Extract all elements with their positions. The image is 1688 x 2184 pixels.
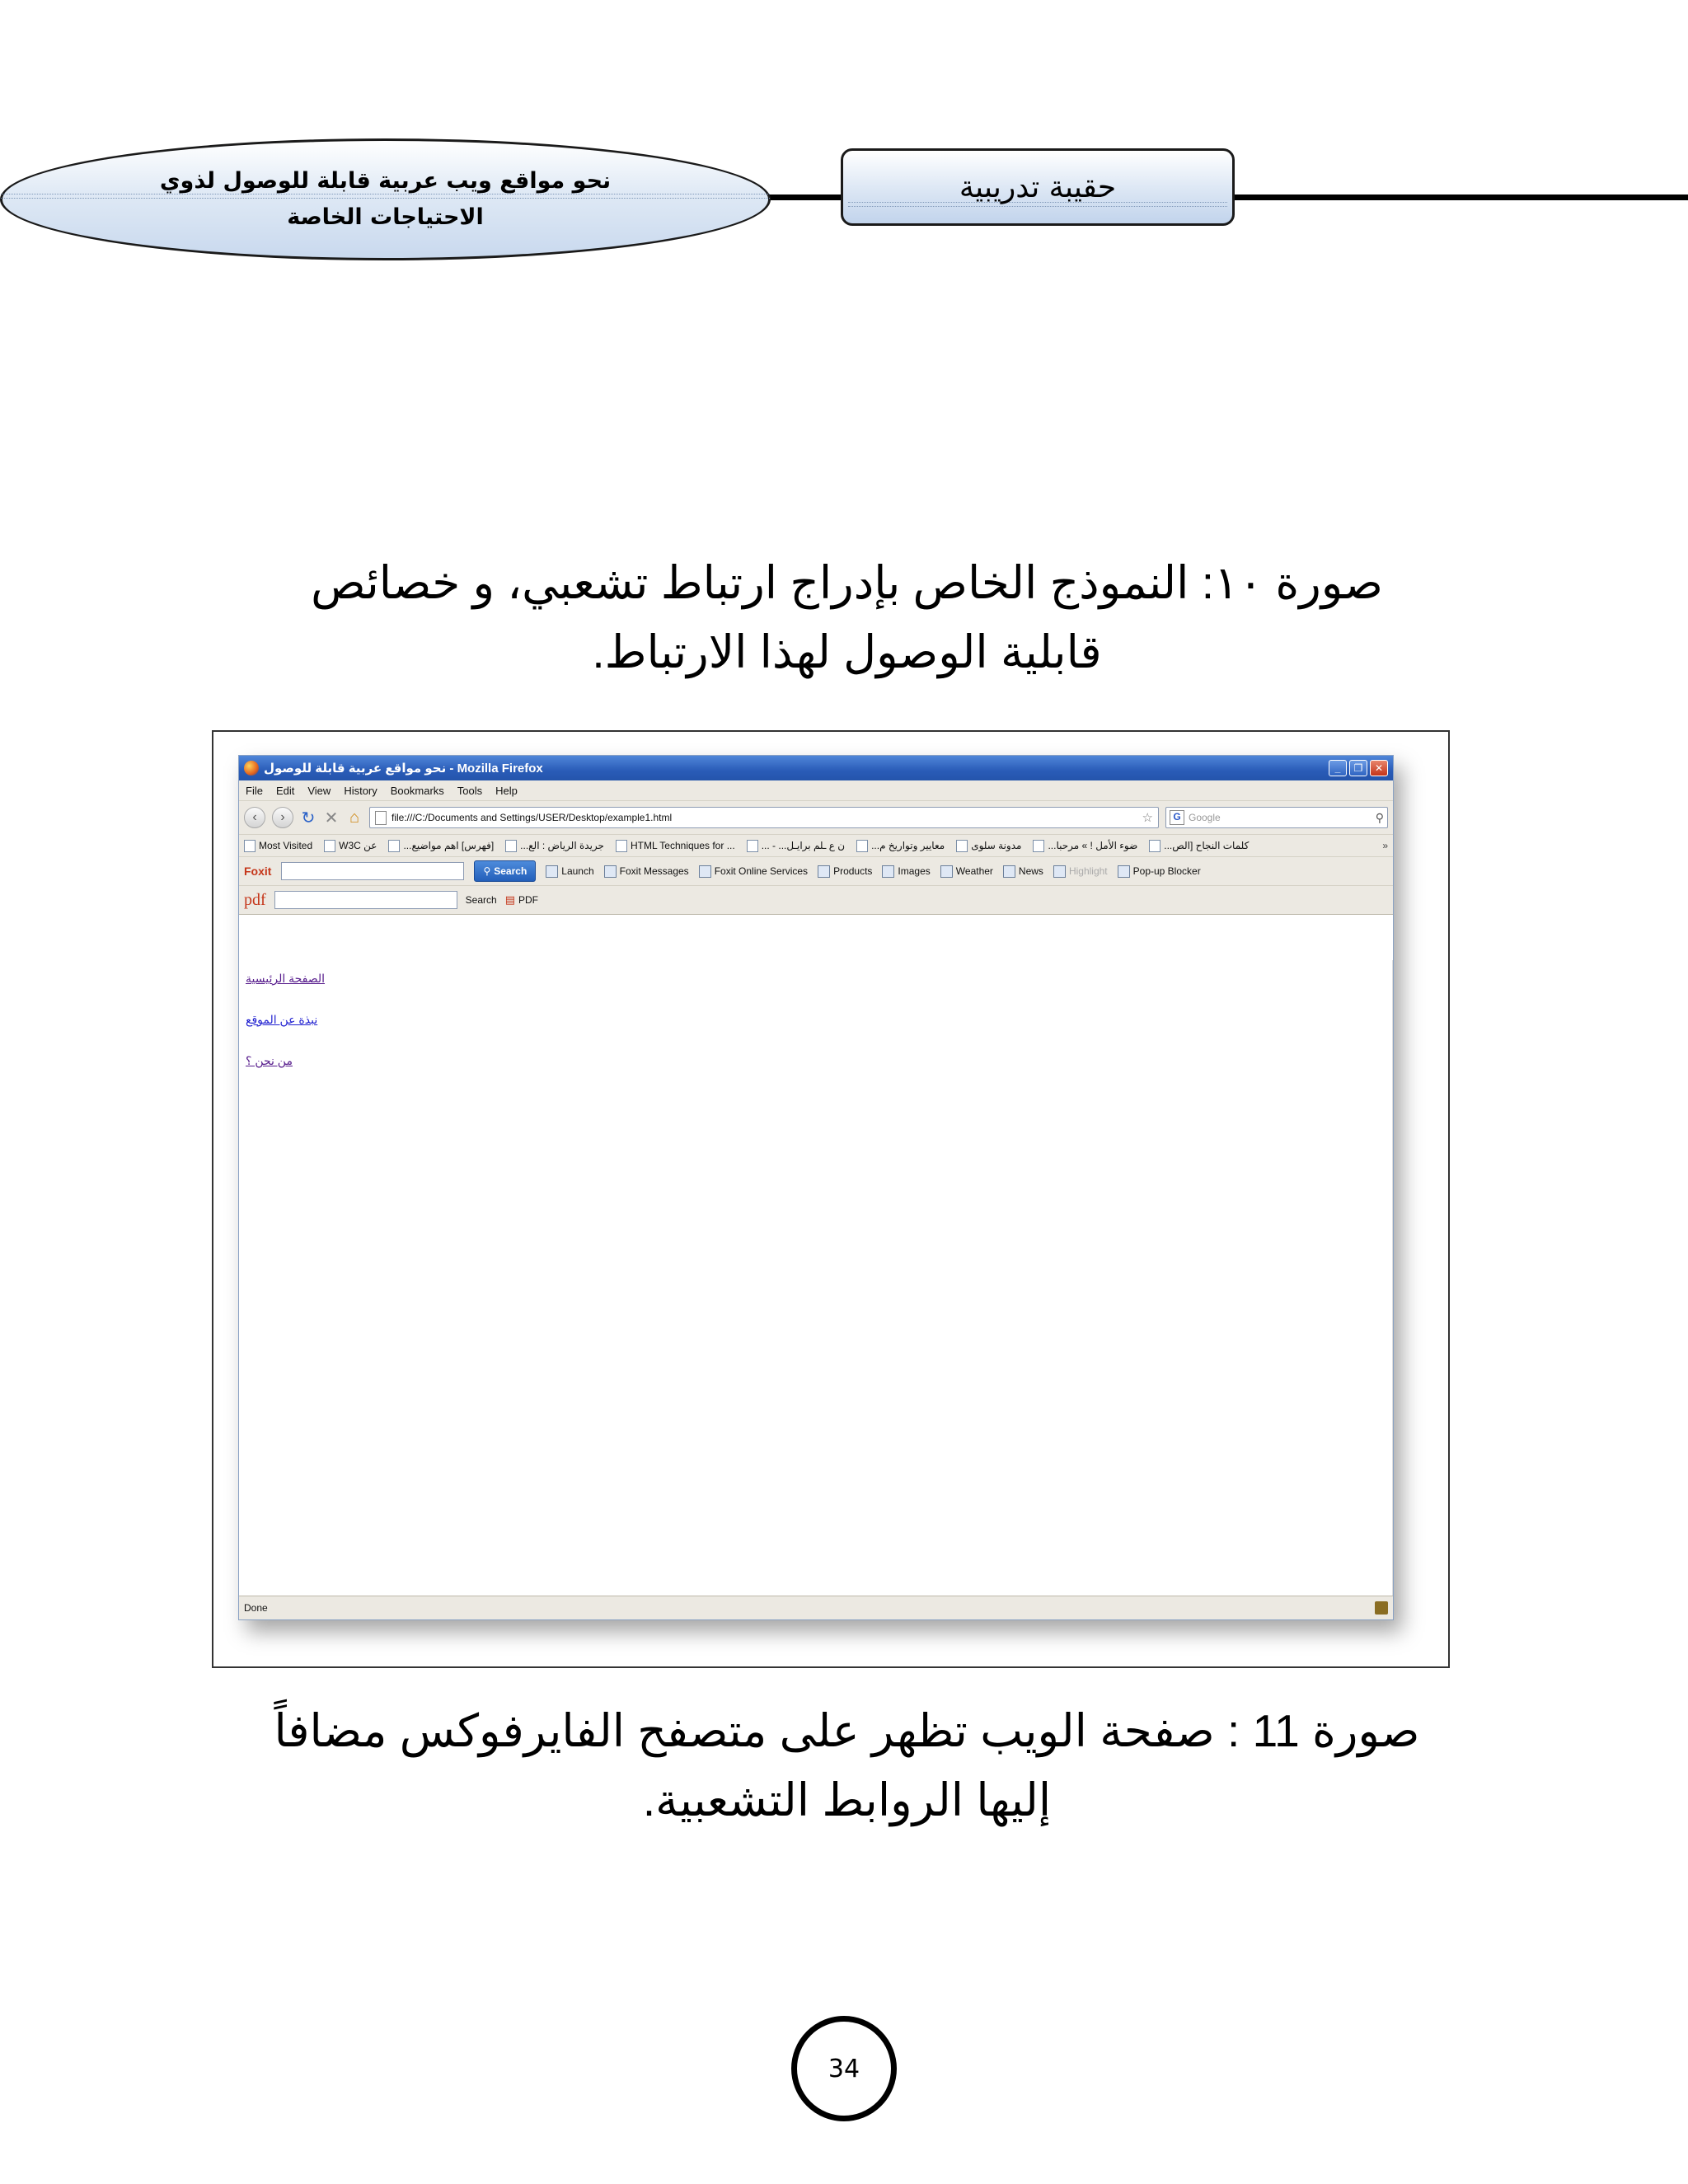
firefox-window <box>238 755 1394 1620</box>
search-icon[interactable]: ⚲ <box>1375 810 1384 824</box>
google-icon[interactable]: G <box>1170 810 1184 825</box>
bookmark-page-icon <box>616 840 627 852</box>
forward-icon[interactable]: › <box>272 807 293 828</box>
bookmark-page-icon <box>244 840 256 852</box>
page-number <box>791 2016 897 2121</box>
images-icon <box>882 865 894 878</box>
link-home[interactable]: الصفحة الرئيسية <box>246 972 326 985</box>
header-title-line1: نحو مواقع ويب عربية قابلة للوصول لذوي <box>159 168 612 194</box>
news-icon <box>1003 865 1015 878</box>
menu-edit[interactable]: Edit <box>275 784 295 797</box>
toolbar-products[interactable]: Products <box>818 865 872 878</box>
search-input[interactable] <box>1165 807 1388 828</box>
header-title-ellipse <box>0 138 771 260</box>
toolbar-foxit-messages[interactable]: Foxit Messages <box>604 865 689 878</box>
search-placeholder: Google <box>1189 812 1221 823</box>
bookmark-item[interactable]: ...جريدة الرياض : الع <box>505 840 604 852</box>
maximize-icon[interactable]: ❐ <box>1349 760 1367 776</box>
pdf-toolbar <box>239 886 1393 915</box>
pdf-logo[interactable]: pdf <box>244 890 266 909</box>
bookmark-page-icon <box>388 840 400 852</box>
menu-file[interactable]: File <box>246 784 263 797</box>
bookmark-item[interactable]: W3C عن <box>324 840 377 852</box>
toolbar-news[interactable]: News <box>1003 865 1043 878</box>
bookmark-page-icon <box>956 840 968 852</box>
figure-caption-10 <box>272 548 1422 687</box>
highlight-icon <box>1053 865 1066 878</box>
foxit-search-button[interactable]: ⚲ Search <box>474 860 536 882</box>
bookmark-item[interactable]: مدونة سلوى <box>956 840 1021 852</box>
status-text: Done <box>244 1602 268 1614</box>
toolbar-images[interactable]: Images <box>882 865 930 878</box>
pdf-button[interactable]: ▤ PDF <box>504 893 538 906</box>
caption-11-line2: إليها الروابط التشعبية. <box>642 1774 1052 1825</box>
menu-help[interactable]: Help <box>495 784 518 797</box>
pdf-file-icon: ▤ <box>504 893 515 906</box>
bookmark-page-icon <box>1149 840 1160 852</box>
menu-view[interactable]: View <box>307 784 331 797</box>
bookmark-item[interactable]: ...فهرس] اهم مواضيع] <box>388 840 494 852</box>
bookmark-page-icon <box>747 840 758 852</box>
bookmark-page-icon <box>1033 840 1044 852</box>
url-text: file:///C:/Documents and Settings/USER/Desktop/example1.html <box>392 812 673 823</box>
bookmark-item[interactable]: Most Visited <box>244 840 312 852</box>
foxit-search-input[interactable] <box>281 862 464 880</box>
header-title-line2: الاحتياجات الخاصة <box>287 204 484 230</box>
caption-10-line2: قابلية الوصول لهذا الارتباط. <box>592 626 1102 677</box>
window-controls <box>1329 760 1388 776</box>
foxit-toolbar <box>239 857 1393 886</box>
window-title: نحو مواقع عربية قابلة للوصول - Mozilla Firefox <box>264 762 543 776</box>
addon-status-icon[interactable] <box>1375 1601 1388 1615</box>
stop-icon[interactable]: ✕ <box>324 808 339 827</box>
page-content <box>239 960 1393 1596</box>
bookmark-page-icon <box>324 840 335 852</box>
bookmark-item[interactable]: ... - ...ن ع ـلم برايـل <box>747 840 845 852</box>
menu-history[interactable]: History <box>344 784 377 797</box>
caption-10-line1: صورة ١٠: النموذج الخاص بإدراج ارتباط تشعبي، و خصائص <box>311 557 1383 608</box>
navigation-toolbar <box>239 801 1393 835</box>
toolbar-launch[interactable]: Launch <box>546 865 593 878</box>
home-icon[interactable]: ⌂ <box>349 808 360 827</box>
bookmark-star-icon[interactable]: ☆ <box>1142 811 1153 825</box>
header-label: حقيبة تدريبية <box>959 170 1117 204</box>
menu-bookmarks[interactable]: Bookmarks <box>390 784 444 797</box>
content-edge <box>1392 960 1393 1596</box>
figure-frame <box>212 730 1450 1668</box>
messages-icon <box>604 865 617 878</box>
products-icon <box>818 865 830 878</box>
services-icon <box>699 865 711 878</box>
firefox-logo-icon <box>244 761 259 776</box>
bookmark-item[interactable]: HTML Techniques for ... <box>616 840 735 852</box>
pdf-search-input[interactable] <box>274 891 457 909</box>
pdf-search-button[interactable]: Search <box>465 894 497 906</box>
minimize-icon[interactable]: _ <box>1329 760 1347 776</box>
bookmark-page-icon <box>505 840 517 852</box>
menu-tools[interactable]: Tools <box>457 784 483 797</box>
menu-bar <box>239 780 1393 801</box>
chevron-more-icon[interactable]: » <box>1382 840 1388 851</box>
launch-icon <box>546 865 558 878</box>
foxit-logo[interactable]: Foxit <box>244 865 272 878</box>
page-number-text: 34 <box>828 2054 860 2083</box>
status-bar <box>239 1596 1393 1619</box>
header-label-box <box>841 148 1235 226</box>
popup-blocker-icon <box>1118 865 1130 878</box>
close-icon[interactable]: ✕ <box>1370 760 1388 776</box>
link-about-site[interactable]: نبذة عن الموقع <box>246 1013 318 1026</box>
bookmark-item[interactable]: ...ضوء الأمل ! » مرحبا <box>1033 840 1137 852</box>
caption-11-line1: صورة 11 : صفحة الويب تظهر على متصفح الفايرفوكس مضافاً <box>274 1705 1420 1756</box>
bookmark-item[interactable]: ...معايير وتواريخ م <box>856 840 945 852</box>
page-icon <box>375 811 387 825</box>
weather-icon <box>940 865 953 878</box>
reload-icon[interactable]: ↻ <box>301 808 316 827</box>
bookmark-page-icon <box>856 840 868 852</box>
url-input[interactable] <box>369 807 1159 828</box>
toolbar-highlight[interactable]: Highlight <box>1053 865 1108 878</box>
bookmarks-toolbar <box>239 835 1393 857</box>
figure-caption-11 <box>272 1696 1422 1835</box>
back-icon[interactable]: ‹ <box>244 807 265 828</box>
link-who-we-are[interactable]: من نحن ؟ <box>246 1054 293 1067</box>
search-icon: ⚲ <box>483 865 491 877</box>
toolbar-popup-blocker[interactable]: Pop-up Blocker <box>1118 865 1201 878</box>
window-titlebar <box>239 756 1393 780</box>
toolbar-weather[interactable]: Weather <box>940 865 993 878</box>
toolbar-foxit-online-services[interactable]: Foxit Online Services <box>699 865 808 878</box>
bookmark-item[interactable]: ...كلمات النجاح [الص <box>1149 840 1249 852</box>
